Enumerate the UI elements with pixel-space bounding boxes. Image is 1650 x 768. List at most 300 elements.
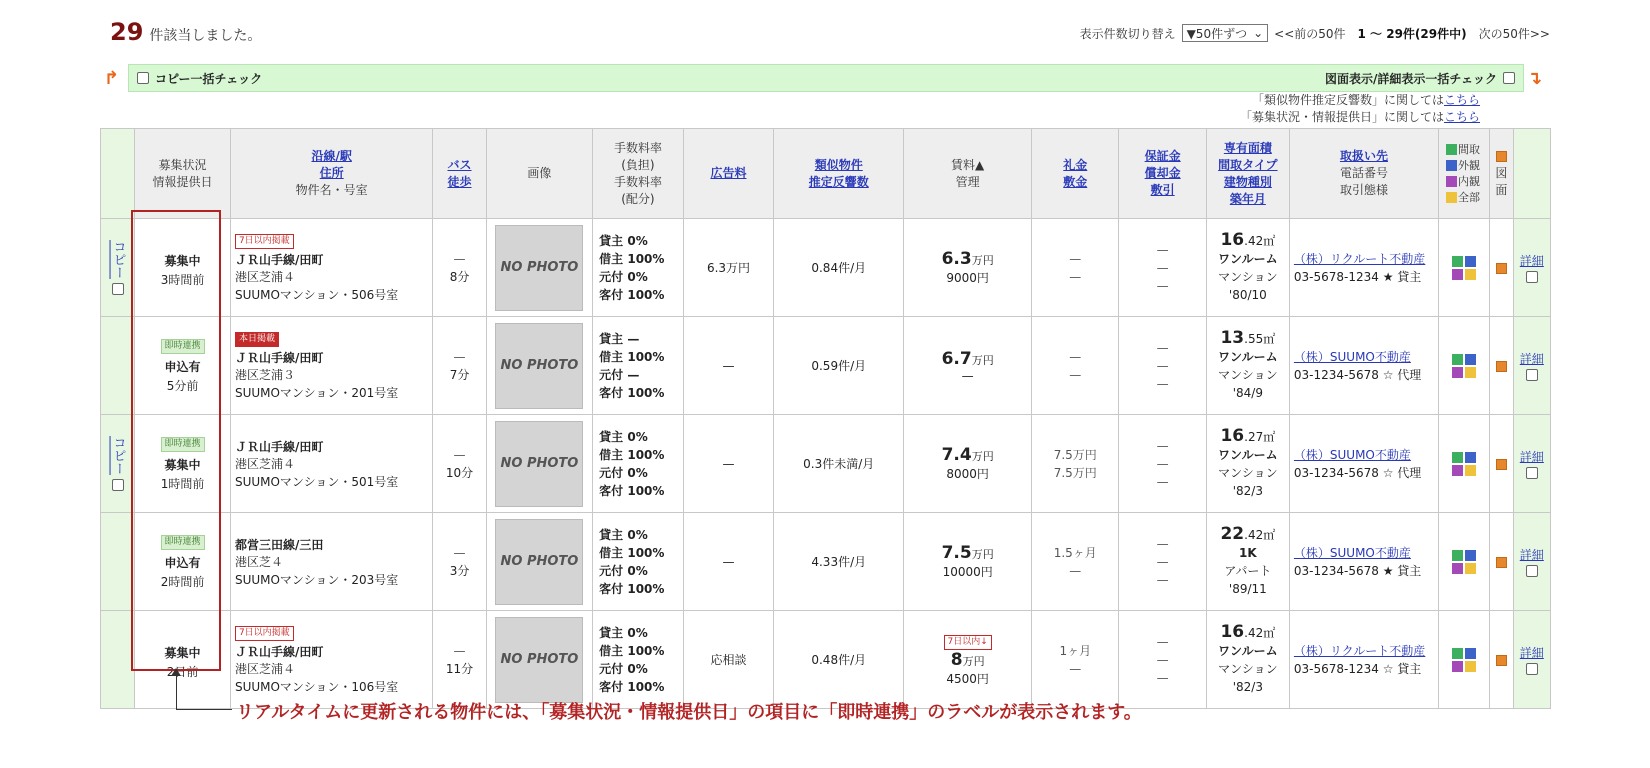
guarantee-cell: [1119, 415, 1206, 513]
guarantee-cell: [1119, 611, 1206, 709]
sort-area-link[interactable]: 専有面積: [1223, 140, 1272, 155]
floorplan-photo-icon[interactable]: [1452, 452, 1463, 463]
sort-agent-link[interactable]: 取扱い先: [1339, 149, 1388, 163]
guarantee-line: —: [1156, 536, 1169, 551]
ad-fee-cell: —: [683, 513, 774, 611]
status-cell: [135, 611, 231, 709]
exterior-photo-icon[interactable]: [1465, 452, 1476, 463]
rent-amount: 7.5: [941, 543, 972, 563]
listing-label: 7日以内掲載: [235, 626, 294, 641]
key-money: 1ヶ月: [1059, 643, 1092, 658]
deposit: —: [1069, 563, 1082, 578]
fee-line: 元付 —: [599, 367, 640, 382]
col-agent-l2: 電話番号: [1339, 166, 1388, 180]
col-area: [1206, 129, 1289, 219]
agent-cell: [1289, 219, 1438, 317]
floorplan-doc-icon[interactable]: [1496, 557, 1507, 568]
floorplan-cell: [1490, 415, 1513, 513]
detail-checkbox[interactable]: [1526, 369, 1538, 381]
result-count-suffix: 件該当しました。: [149, 28, 262, 44]
management-fee: —: [961, 368, 974, 383]
guarantee-line: —: [1156, 456, 1169, 471]
floorplan-cell: [1490, 513, 1513, 611]
agent-link[interactable]: （株）SUUMO不動産: [1293, 545, 1411, 560]
fee-line: 客付 100%: [599, 385, 665, 400]
detail-cell: [1513, 611, 1550, 709]
ad-fee-cell: 6.3万円: [683, 219, 774, 317]
fee-line: 借主 100%: [599, 643, 665, 658]
copy-cell: [101, 415, 135, 513]
status-cell: [135, 513, 231, 611]
table-header-row: [101, 129, 1551, 219]
management-fee: 10000円: [942, 565, 993, 579]
property-name: SUUMOマンション・506号室: [234, 287, 399, 302]
guarantee-line: —: [1156, 438, 1169, 453]
sort-key-money-link[interactable]: 礼金: [1063, 157, 1088, 172]
deposit: —: [1069, 661, 1082, 676]
area-cell: [1206, 219, 1289, 317]
col-agent-l3: 取引態様: [1339, 183, 1388, 197]
note-status-link[interactable]: こちら: [1443, 110, 1480, 124]
ad-fee-cell: 応相談: [683, 611, 774, 709]
col-floorplan-l1: 図: [1495, 166, 1508, 180]
result-count: [110, 18, 261, 46]
copy-link[interactable]: コピー: [110, 435, 126, 475]
guarantee-line: —: [1156, 340, 1169, 355]
floorplan-photo-icon[interactable]: [1452, 354, 1463, 365]
photo-icons-cell: [1439, 219, 1490, 317]
guarantee-cell: [1119, 219, 1206, 317]
all-photo-icon[interactable]: [1465, 563, 1476, 574]
deposit-cell: [1032, 219, 1119, 317]
fee-line: 借主 100%: [599, 349, 665, 364]
photo-type-exterior: 外観: [1458, 158, 1481, 172]
table-row: [101, 219, 1551, 317]
floorplan-doc-icon[interactable]: [1496, 655, 1507, 666]
status-cell: [135, 317, 231, 415]
area-decimal: .27㎡: [1244, 430, 1276, 444]
status-time: 2日前: [166, 664, 199, 679]
fee-line: 貸主 0%: [599, 429, 648, 444]
guarantee-line: —: [1156, 652, 1169, 667]
no-photo-placeholder[interactable]: NO PHOTO: [495, 617, 583, 703]
fee-line: 客付 100%: [599, 679, 665, 694]
route-cell: [230, 611, 432, 709]
route-cell: [230, 317, 432, 415]
copy-cell: [101, 317, 135, 415]
deposit-cell: [1032, 611, 1119, 709]
building-type: マンション: [1218, 368, 1278, 382]
photo-icons-cell: [1439, 513, 1490, 611]
detail-checkbox[interactable]: [1526, 565, 1538, 577]
detail-checkbox[interactable]: [1526, 663, 1538, 675]
all-photo-icon[interactable]: [1465, 465, 1476, 476]
management-fee: 4500円: [946, 671, 989, 686]
sort-similar-link[interactable]: 類似物件: [814, 157, 863, 172]
line-station: ＪＲ山手線/田町: [234, 644, 324, 659]
layout-type: ワンルーム: [1217, 644, 1278, 658]
guarantee-line: —: [1156, 634, 1169, 649]
rent-amount: 6.7: [941, 348, 972, 369]
copy-cell: [101, 513, 135, 611]
agent-phone: 03-1234-5678 ☆ 代理: [1293, 465, 1422, 480]
rent-unit: 万円: [971, 450, 994, 463]
all-photo-icon[interactable]: [1465, 269, 1476, 280]
listing-label: 本日掲載: [235, 332, 279, 347]
area-decimal: .55㎡: [1244, 332, 1276, 346]
detail-checkbox[interactable]: [1526, 467, 1538, 479]
built-date: '84/9: [1232, 386, 1263, 400]
interior-photo-icon[interactable]: [1452, 661, 1463, 672]
detail-cell: [1513, 317, 1550, 415]
col-floorplan-l2: 面: [1495, 183, 1508, 197]
rent-unit: 万円: [971, 353, 994, 367]
copy-checkbox[interactable]: [112, 283, 124, 295]
management-fee: 9000円: [946, 271, 989, 285]
status-time: 2時間前: [160, 575, 205, 589]
no-photo-placeholder[interactable]: NO PHOTO: [495, 225, 583, 311]
col-photo-types: [1439, 129, 1490, 219]
col-status: [135, 129, 231, 219]
detail-link[interactable]: 詳細: [1519, 646, 1544, 660]
similar-count-cell: 4.33件/月: [774, 513, 904, 611]
fee-line: 客付 100%: [599, 581, 665, 596]
fee-line: 元付 0%: [599, 563, 648, 578]
note-similar: [1240, 92, 1480, 109]
fee-line: 貸主 0%: [599, 625, 648, 640]
annotation-text: リアルタイムに更新される物件には、「募集状況・情報提供日」の項目に「即時連携」のラベルが表示されます。: [236, 702, 1142, 723]
table-row: [101, 415, 1551, 513]
interior-photo-icon[interactable]: [1452, 465, 1463, 476]
exterior-photo-icon: [1446, 160, 1457, 171]
image-cell: [486, 219, 593, 317]
floorplan-photo-icon[interactable]: [1452, 550, 1463, 561]
status-cell: [135, 219, 231, 317]
floorplan-cell: [1490, 219, 1513, 317]
range-text: 1 ～ 29件(29件中): [1357, 26, 1467, 41]
floorplan-doc-icon[interactable]: [1496, 263, 1507, 274]
rent-amount: 8: [950, 649, 963, 670]
route-cell: [230, 415, 432, 513]
prev-page-link[interactable]: <<前の50件: [1274, 26, 1346, 41]
exterior-photo-icon[interactable]: [1465, 550, 1476, 561]
address: 港区芝浦４: [234, 457, 295, 471]
area-cell: [1206, 317, 1289, 415]
similar-count-cell: 0.3件未満/月: [774, 415, 904, 513]
photo-icons-cell: [1439, 415, 1490, 513]
copy-checkbox[interactable]: [112, 479, 124, 491]
sort-bus-link[interactable]: バス: [447, 157, 472, 172]
property-name: SUUMOマンション・501号室: [234, 475, 399, 489]
area-cell: [1206, 611, 1289, 709]
agent-link[interactable]: （株）SUUMO不動産: [1293, 447, 1411, 462]
exterior-photo-icon[interactable]: [1465, 648, 1476, 659]
interior-photo-icon: [1446, 176, 1457, 187]
area-number: 22: [1220, 524, 1245, 544]
floorplan-doc-icon[interactable]: [1496, 459, 1507, 470]
property-table: [100, 128, 1551, 709]
callout-line-vertical: [176, 672, 177, 710]
sort-similar-link-2[interactable]: 推定反響数: [808, 174, 869, 189]
col-fee-l4: (配分): [621, 191, 655, 206]
ad-fee-cell: —: [683, 415, 774, 513]
col-route: [230, 129, 432, 219]
bus-time: —: [453, 252, 466, 266]
copy-cell: [101, 611, 135, 709]
all-photo-icon: [1446, 192, 1457, 203]
fee-cell: [593, 415, 684, 513]
bulk-check-bar: [128, 64, 1524, 92]
area-cell: [1206, 415, 1289, 513]
no-photo-placeholder[interactable]: NO PHOTO: [495, 421, 583, 507]
route-cell: [230, 513, 432, 611]
per-page-select[interactable]: [1182, 24, 1269, 42]
sort-deposit-link[interactable]: 敷金: [1063, 174, 1088, 189]
sort-address-link[interactable]: 住所: [319, 166, 344, 180]
no-photo-placeholder[interactable]: NO PHOTO: [495, 323, 583, 409]
agent-cell: [1289, 611, 1438, 709]
table-row: [101, 611, 1551, 709]
rent-unit: 万円: [962, 654, 985, 668]
guarantee-line: —: [1156, 376, 1169, 391]
deposit: 7.5万円: [1053, 465, 1097, 480]
guarantee-line: —: [1156, 554, 1169, 569]
image-cell: [486, 415, 593, 513]
similar-count-cell: 0.59件/月: [774, 317, 904, 415]
copy-bulk-checkbox[interactable]: [137, 72, 149, 84]
status-text: 申込有: [164, 360, 201, 374]
area-decimal: .42㎡: [1244, 626, 1276, 640]
address: 港区芝浦４: [234, 269, 295, 284]
line-station: ＪＲ山手線/田町: [234, 252, 324, 267]
note-similar-text: 「類似物件推定反響数」に関しては: [1251, 93, 1444, 107]
agent-phone: 03-1234-5678 ☆ 代理: [1293, 367, 1422, 382]
col-fee: [593, 129, 684, 219]
image-cell: [486, 513, 593, 611]
key-money: —: [1069, 251, 1082, 266]
photo-icons-cell: [1439, 611, 1490, 709]
address: 港区芝浦４: [234, 661, 295, 676]
col-rent-l2: 管理: [955, 174, 980, 189]
management-fee: 8000円: [946, 467, 989, 481]
agent-phone: 03-5678-1234 ★ 貸主: [1293, 269, 1422, 284]
walk-time: 3分: [449, 564, 470, 578]
area-number: 16: [1220, 426, 1245, 446]
copy-bar-right-arrow-icon: ↴: [1527, 68, 1543, 89]
status-time: 1時間前: [160, 477, 205, 491]
line-station: ＪＲ山手線/田町: [234, 350, 324, 365]
sort-building-link[interactable]: 建物種別: [1223, 174, 1272, 189]
sort-built-link[interactable]: 築年月: [1229, 191, 1266, 206]
rent-cell: [904, 513, 1032, 611]
similar-count-cell: 0.48件/月: [774, 611, 904, 709]
deposit-cell: [1032, 513, 1119, 611]
status-text: 募集中: [164, 458, 201, 472]
realtime-label: 即時連携: [161, 535, 205, 550]
sort-route-link[interactable]: 沿線/駅: [311, 149, 352, 163]
listing-label: 7日以内掲載: [235, 234, 294, 249]
rent-cell: [904, 415, 1032, 513]
detail-link[interactable]: 詳細: [1519, 548, 1544, 562]
fee-cell: [593, 317, 684, 415]
realtime-label: 即時連携: [161, 339, 205, 354]
rent-amount: 7.4: [941, 445, 972, 465]
status-time: 5分前: [166, 379, 199, 393]
sort-guarantee-link[interactable]: 保証金: [1144, 149, 1181, 163]
per-page-select-value: ▼50件ずつ: [1186, 26, 1248, 41]
col-status-line2: 情報提供日: [152, 174, 213, 189]
built-date: '89/11: [1228, 582, 1267, 596]
address: 港区芝浦３: [234, 367, 295, 382]
fee-line: 借主 100%: [599, 447, 665, 462]
rent-cell: [904, 317, 1032, 415]
bus-time: —: [453, 546, 466, 560]
bus-time: —: [453, 448, 466, 462]
deposit-cell: [1032, 317, 1119, 415]
fee-line: 元付 0%: [599, 465, 648, 480]
sort-ad-link[interactable]: 広告料: [710, 166, 747, 180]
line-station: ＪＲ山手線/田町: [234, 440, 324, 454]
built-date: '80/10: [1228, 288, 1267, 302]
building-type: マンション: [1218, 466, 1278, 480]
sort-deduction-link[interactable]: 敷引: [1150, 183, 1175, 197]
bus-time: —: [453, 350, 466, 364]
next-page-link[interactable]: 次の50件>>: [1478, 26, 1550, 41]
col-floorplan: [1490, 129, 1513, 219]
guarantee-line: —: [1156, 474, 1169, 489]
guarantee-line: —: [1156, 260, 1169, 275]
floorplan-cell: [1490, 611, 1513, 709]
deposit-cell: [1032, 415, 1119, 513]
walk-time: 8分: [449, 270, 470, 284]
status-text: 申込有: [164, 556, 201, 570]
agent-link[interactable]: （株）リクルート不動産: [1293, 643, 1426, 658]
agent-cell: [1289, 415, 1438, 513]
building-type: アパート: [1224, 564, 1272, 578]
walk-time: 7分: [449, 368, 470, 382]
fee-line: 客付 100%: [599, 483, 665, 498]
all-photo-icon[interactable]: [1465, 367, 1476, 378]
walk-time: 10分: [445, 466, 474, 480]
exterior-photo-icon[interactable]: [1465, 256, 1476, 267]
notes: [1240, 92, 1480, 126]
chevron-down-icon: ⌄: [1253, 26, 1264, 40]
detail-link[interactable]: 詳細: [1519, 352, 1544, 366]
display-bulk-checkbox[interactable]: [1503, 72, 1515, 84]
detail-link[interactable]: 詳細: [1519, 450, 1544, 464]
status-time: 3時間前: [160, 272, 205, 287]
col-rent: [904, 129, 1032, 219]
floorplan-photo-icon[interactable]: [1452, 648, 1463, 659]
guarantee-line: —: [1156, 242, 1169, 257]
detail-cell: [1513, 513, 1550, 611]
note-status: [1240, 109, 1480, 126]
status-text: 募集中: [164, 253, 201, 268]
area-number: 16: [1220, 230, 1245, 250]
fee-line: 借主 100%: [599, 251, 665, 266]
fee-cell: [593, 611, 684, 709]
floorplan-doc-icon: [1496, 151, 1507, 162]
col-ad: [683, 129, 774, 219]
interior-photo-icon[interactable]: [1452, 269, 1463, 280]
fee-cell: [593, 219, 684, 317]
interior-photo-icon[interactable]: [1452, 367, 1463, 378]
col-detail: [1513, 129, 1550, 219]
sort-walk-link[interactable]: 徒歩: [447, 174, 472, 189]
area-decimal: .42㎡: [1244, 528, 1276, 542]
bus-walk-cell: [433, 415, 486, 513]
col-copy: [101, 129, 135, 219]
copy-link[interactable]: コピー: [110, 239, 126, 279]
fee-line: 元付 0%: [599, 661, 648, 676]
agent-cell: [1289, 513, 1438, 611]
copy-bulk-label: コピー一括チェック: [155, 71, 263, 86]
col-route-plain: 物件名・号室: [295, 183, 368, 197]
address: 港区芝４: [234, 555, 283, 569]
bus-walk-cell: [433, 317, 486, 415]
built-date: '82/3: [1232, 484, 1263, 498]
photo-type-all: 全部: [1458, 190, 1481, 204]
result-count-number: 29: [110, 18, 144, 46]
fee-line: 貸主 0%: [599, 233, 648, 248]
col-status-line1: 募集状況: [158, 157, 207, 172]
floorplan-cell: [1490, 317, 1513, 415]
no-photo-placeholder[interactable]: NO PHOTO: [495, 519, 583, 605]
col-bus: [433, 129, 486, 219]
route-cell: [230, 219, 432, 317]
agent-cell: [1289, 317, 1438, 415]
guarantee-line: —: [1156, 278, 1169, 293]
rent-cell: [904, 611, 1032, 709]
sort-layout-link[interactable]: 間取タイプ: [1218, 157, 1278, 172]
bus-walk-cell: [433, 219, 486, 317]
detail-link[interactable]: 詳細: [1519, 254, 1544, 268]
detail-checkbox[interactable]: [1526, 271, 1538, 283]
agent-link[interactable]: （株）SUUMO不動産: [1293, 349, 1411, 364]
col-similar: [774, 129, 904, 219]
note-similar-link[interactable]: こちら: [1443, 93, 1480, 107]
col-fee-l2: (負担): [621, 157, 655, 172]
built-date: '82/3: [1232, 680, 1263, 694]
key-money: 7.5万円: [1053, 447, 1097, 462]
sort-amortization-link[interactable]: 償却金: [1144, 166, 1181, 180]
rent-cell: [904, 219, 1032, 317]
table-row: [101, 317, 1551, 415]
floorplan-doc-icon[interactable]: [1496, 361, 1507, 372]
all-photo-icon[interactable]: [1465, 661, 1476, 672]
property-name: SUUMOマンション・106号室: [234, 679, 399, 694]
interior-photo-icon[interactable]: [1452, 563, 1463, 574]
guarantee-cell: [1119, 513, 1206, 611]
display-switch-label: 表示件数切り替え: [1079, 26, 1176, 41]
agent-link[interactable]: （株）リクルート不動産: [1293, 251, 1426, 266]
key-money: 1.5ヶ月: [1053, 545, 1097, 560]
fee-line: 貸主 —: [599, 331, 640, 346]
col-rent-l1[interactable]: 賃料▲: [951, 157, 985, 172]
col-agent: [1289, 129, 1438, 219]
key-money: —: [1069, 349, 1082, 364]
guarantee-line: —: [1156, 572, 1169, 587]
rent-unit: 万円: [971, 548, 994, 561]
rent-unit: 万円: [971, 254, 994, 267]
col-fee-l1: 手数料率: [613, 140, 662, 155]
floorplan-photo-icon[interactable]: [1452, 256, 1463, 267]
line-station: 都営三田線/三田: [234, 538, 324, 552]
note-status-text: 「募集状況・情報提供日」に関しては: [1239, 110, 1444, 124]
exterior-photo-icon[interactable]: [1465, 354, 1476, 365]
agent-phone: 03-1234-5678 ★ 貸主: [1293, 563, 1422, 578]
layout-type: ワンルーム: [1217, 448, 1278, 462]
